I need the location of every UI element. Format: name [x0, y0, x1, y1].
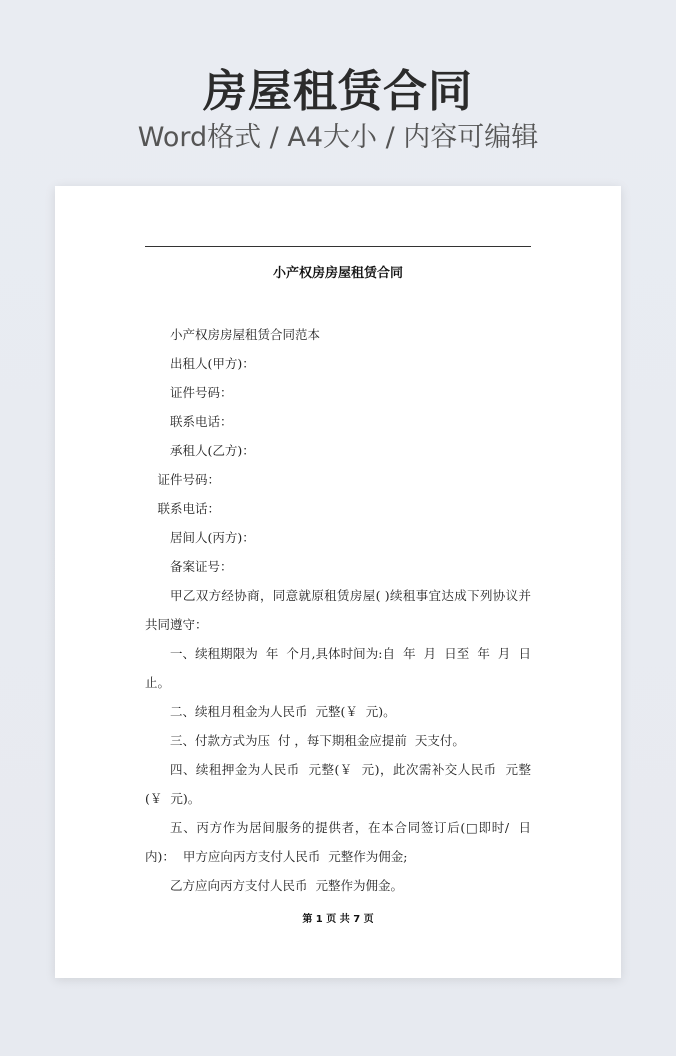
- paragraph-record-number: 备案证号：: [170, 559, 233, 574]
- paragraph-intermediary: 居间人(丙方)：: [170, 530, 255, 545]
- paragraph-lessor-phone: 联系电话：: [170, 414, 233, 429]
- paragraph-clause-5-cont: 乙方应向丙方支付人民币 元整作为佣金。: [170, 878, 403, 893]
- paragraph-clause-4: 四、续租押金为人民币 元整(￥ 元)，此次需补交人民币 元整(￥ 元)。: [145, 762, 531, 806]
- header-rule: [145, 246, 531, 247]
- paragraph-lessor-id: 证件号码：: [170, 385, 233, 400]
- paragraph-clause-5: 五、丙方作为居间服务的提供者，在本合同签订后(□即时/ 日内)： 甲方应向丙方支付人民币 元整作为佣金;: [145, 820, 531, 864]
- document-title: 小产权房房屋租赁合同: [272, 266, 403, 281]
- paragraph-lessee: 承租人(乙方)：: [170, 443, 255, 458]
- banner-title: 房屋租赁合同: [203, 66, 473, 117]
- paragraph-lessee-phone: 联系电话：: [157, 501, 221, 516]
- document-body: [145, 320, 531, 900]
- paragraph-clause-1: 一、续租期限为 年 个月,具体时间为:自 年 月 日至 年 月 日止。: [145, 646, 531, 690]
- paragraph-lessee-id: 证件号码：: [157, 472, 221, 487]
- document-page: [55, 186, 621, 978]
- paragraph-clause-3: 三、付款方式为压 付 ，每下期租金应提前 天支付。: [170, 733, 465, 748]
- paragraph-lessor: 出租人(甲方)：: [170, 356, 255, 371]
- promo-banner: [0, 0, 676, 186]
- paragraph-agreement: 甲乙双方经协商，同意就原租赁房屋( )续租事宜达成下列协议并共同遵守：: [145, 588, 531, 632]
- banner-subtitle: Word格式 / A4大小 / 内容可编辑: [137, 122, 539, 153]
- paragraph-intro: 小产权房房屋租赁合同范本: [170, 327, 321, 342]
- page-number: 第 1 页 共 7 页: [302, 914, 374, 925]
- paragraph-clause-2: 二、续租月租金为人民币 元整(￥ 元)。: [170, 704, 396, 719]
